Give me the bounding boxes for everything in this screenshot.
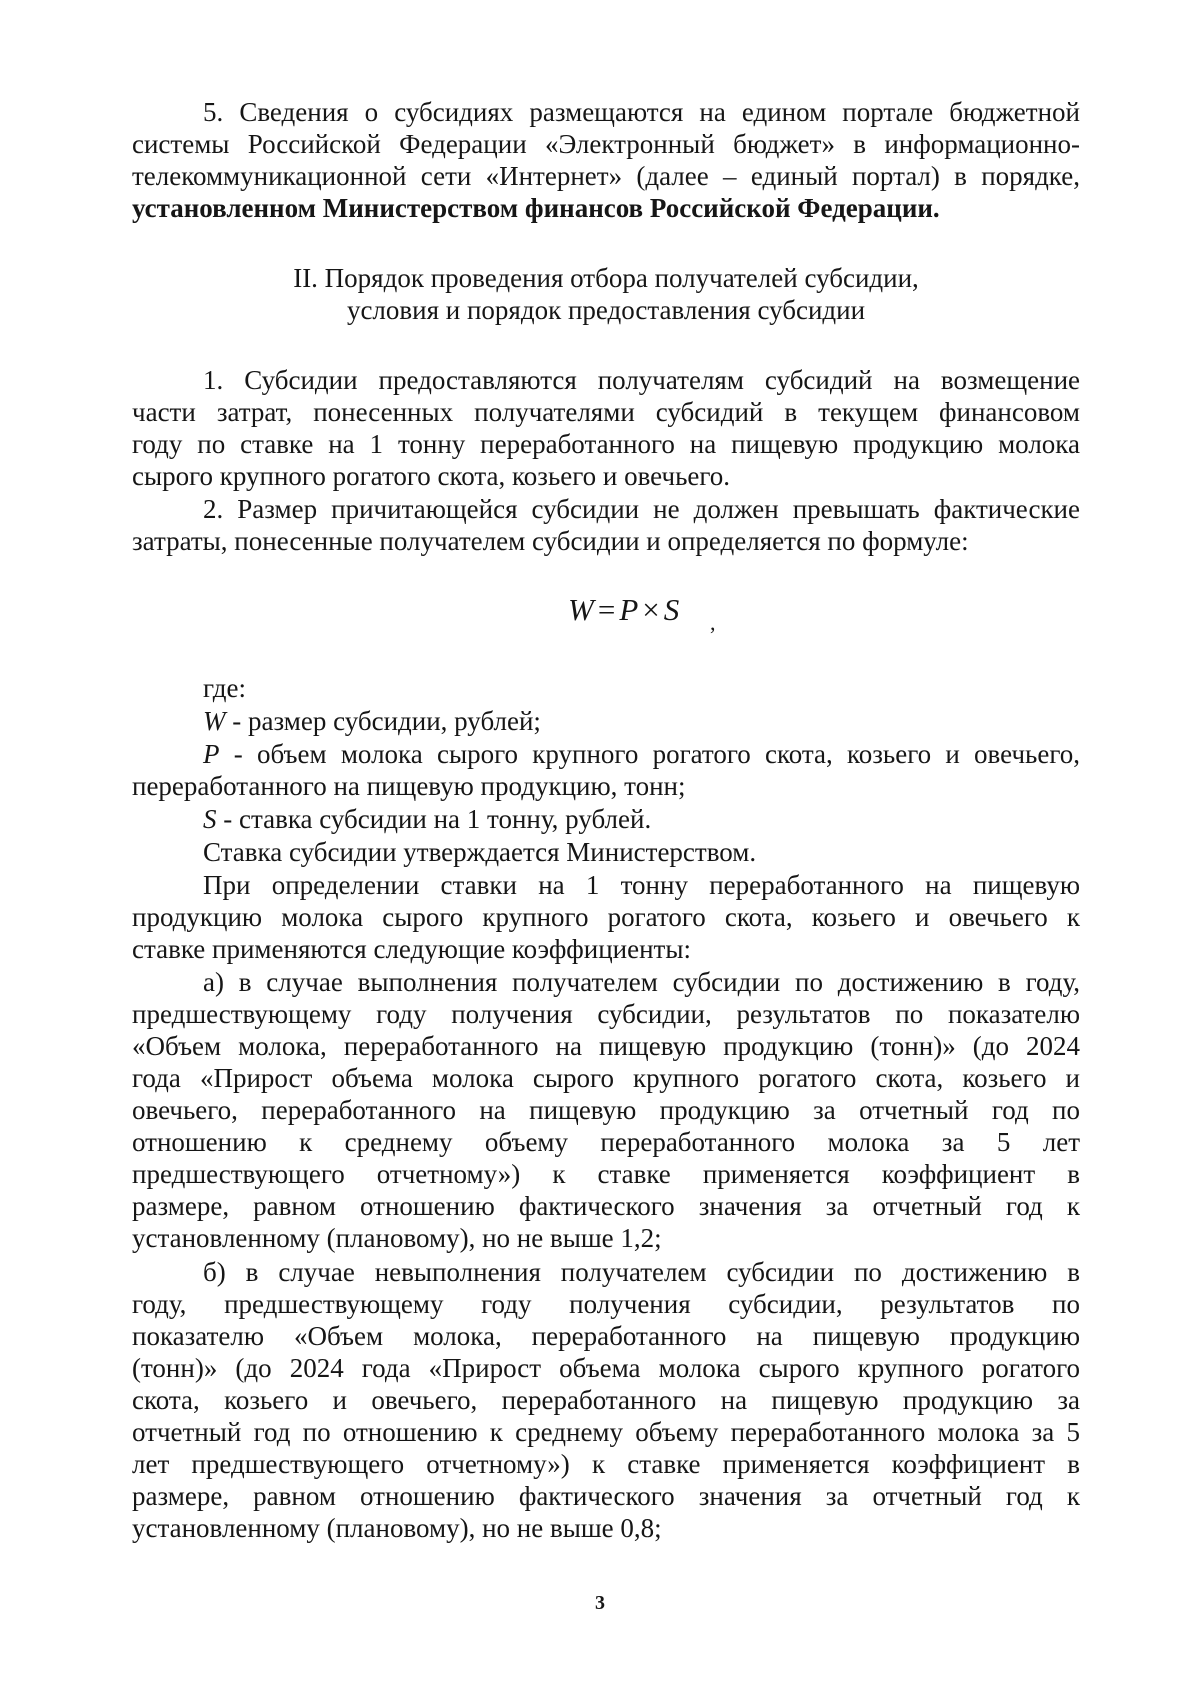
- definition-s-symbol: S: [203, 804, 217, 834]
- coefficients-intro-line-1: При определении ставки на 1 тонну переработанного на пищевую: [203, 870, 1080, 900]
- definition-w-symbol: W: [203, 706, 226, 736]
- clause-b-line-2: году, предшествующему году получения субсидии, результатов по: [132, 1289, 1080, 1319]
- formula-s: S: [663, 592, 680, 627]
- clause-a-line-2: предшествующему году получения субсидии, результатов по показателю: [132, 999, 1080, 1029]
- clause-a-line-8: размере, равном отношению фактического значения за отчетный год к: [132, 1191, 1080, 1221]
- section-heading-line-2: условия и порядок предоставления субсидии: [346, 295, 866, 325]
- definition-w: [203, 705, 1080, 737]
- definition-p-text: - объем молока сырого крупного рогатого скота, козьего и овечьего,: [219, 739, 1080, 769]
- clause-a-line-4: года «Прирост объема молока сырого крупного рогатого скота, козьего и: [132, 1063, 1080, 1093]
- coefficients-intro-line-3: ставке применяются следующие коэффициенты:: [132, 934, 691, 964]
- paragraph-5-line-4: установленном Министерством финансов Российской Федерации.: [132, 193, 940, 223]
- clause-a-line-6: отношению к среднему объему переработанного молока за 5 лет: [132, 1127, 1080, 1157]
- item-1-line-4: сырого крупного рогатого скота, козьего и овечьего.: [132, 461, 731, 491]
- item-2-line-2: затраты, понесенные получателем субсидии и определяется по формуле:: [132, 526, 969, 556]
- paragraph-5-line-3: телекоммуникационной сети «Интернет» (далее – единый портал) в порядке,: [132, 161, 1080, 191]
- paragraph-5-line-2: системы Российской Федерации «Электронный бюджет» в информационно-: [132, 129, 1080, 159]
- page-number: 3: [595, 1592, 605, 1614]
- clause-b-line-1: б) в случае невыполнения получателем субсидии по достижению в: [203, 1257, 1080, 1287]
- section-heading-line-1: II. Порядок проведения отбора получателей субсидии,: [293, 263, 919, 293]
- clause-a-line-5: овечьего, переработанного на пищевую продукцию за отчетный год по: [132, 1095, 1080, 1125]
- clause-b-line-9: установленному (плановому), но не выше 0,8;: [132, 1513, 662, 1543]
- clause-b-line-5: скота, козьего и овечьего, переработанного на пищевую продукцию за: [132, 1385, 1080, 1415]
- formula-p: P: [619, 592, 639, 627]
- subsidy-formula: [568, 592, 716, 635]
- item-1-line-1: 1. Субсидии предоставляются получателям субсидий на возмещение: [203, 365, 1080, 395]
- definition-s: [203, 803, 1080, 835]
- clause-b-line-4: (тонн)» (до 2024 года «Прирост объема молока сырого крупного рогатого: [132, 1353, 1080, 1383]
- formula-w: W: [568, 592, 594, 627]
- item-1-line-2: части затрат, понесенных получателями субсидий в текущем финансовом: [132, 397, 1080, 427]
- definition-p-symbol: P: [203, 739, 220, 769]
- definition-w-text: - размер субсидии, рублей;: [225, 706, 541, 736]
- clause-a-line-7: предшествующего отчетному») к ставке применяется коэффициент в: [132, 1159, 1080, 1189]
- item-1-line-3: году по ставке на 1 тонну переработанного на пищевую продукцию молока: [132, 429, 1080, 459]
- clause-b-line-3: показателю «Объем молока, переработанного на пищевую продукцию: [132, 1321, 1080, 1351]
- definition-s-text: - ставка субсидии на 1 тонну, рублей.: [216, 804, 652, 834]
- rate-approved-text: Ставка субсидии утверждается Министерством.: [203, 837, 757, 867]
- formula-comma: ,: [710, 610, 716, 635]
- coefficients-intro-line-2: продукцию молока сырого крупного рогатого скота, козьего и овечьего к: [132, 902, 1080, 932]
- clause-b-line-6: отчетный год по отношению к среднему объему переработанного молока за 5: [132, 1417, 1080, 1447]
- item-2-line-1: 2. Размер причитающейся субсидии не должен превышать фактические: [203, 494, 1080, 524]
- clause-a-line-9: установленному (плановому), но не выше 1,2;: [132, 1223, 662, 1253]
- clause-a-line-1: а) в случае выполнения получателем субсидии по достижению в году,: [203, 967, 1080, 997]
- formula-equals: =: [597, 592, 616, 627]
- formula-times: ×: [642, 592, 660, 627]
- definitions-where: где:: [203, 673, 246, 703]
- clause-b-line-7: лет предшествующего отчетному») к ставке применяется коэффициент в: [132, 1449, 1080, 1479]
- clause-a-line-3: «Объем молока, переработанного на пищевую продукцию (тонн)» (до 2024: [132, 1031, 1080, 1061]
- definition-p: [203, 738, 1080, 770]
- clause-b-line-8: размере, равном отношению фактического значения за отчетный год к: [132, 1481, 1080, 1511]
- paragraph-5-line-1: 5. Сведения о субсидиях размещаются на едином портале бюджетной: [203, 97, 1080, 127]
- definition-p-continued: переработанного на пищевую продукцию, тонн;: [132, 771, 686, 801]
